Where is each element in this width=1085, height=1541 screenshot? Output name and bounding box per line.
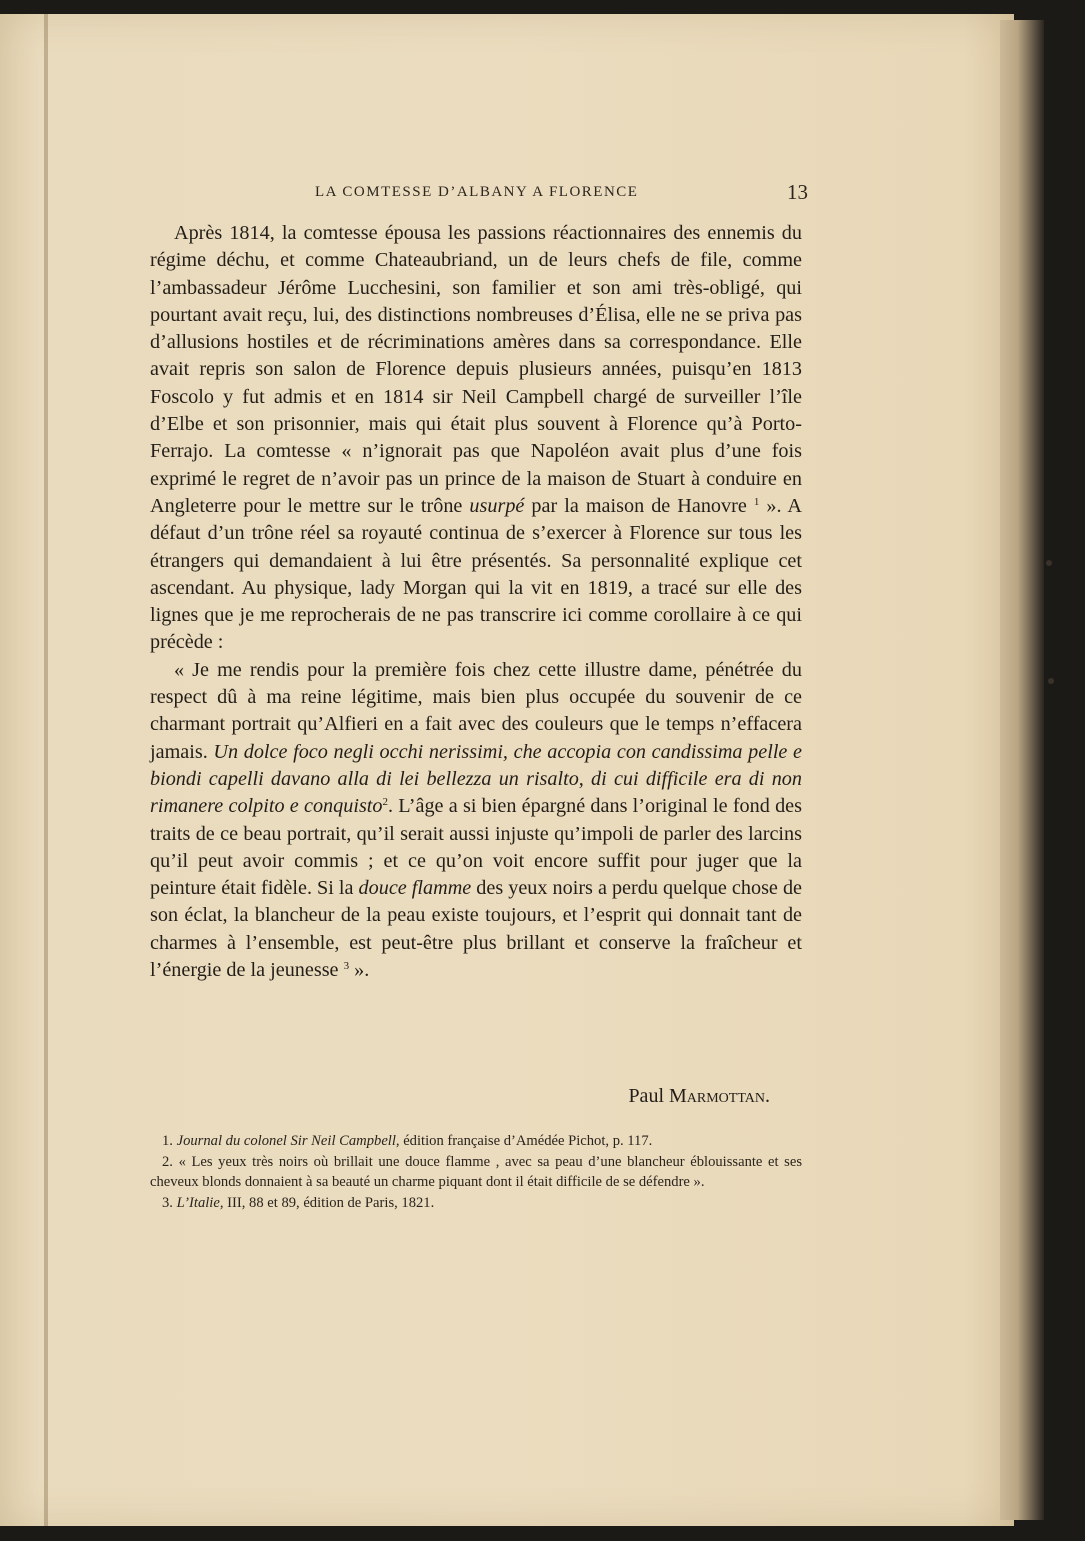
text-run: Après 1814, la comtesse épousa les passions réactionnaires des ennemis du régime déchu, et comme Chateaubriand, un de leurs chefs de file, comme l’ambassadeur Jérôme Lucchesini, son familier et son ami très-obligé, qui pourtant avait reçu, lui, des distinctions nombreuses d’Élisa, elle ne se priva pas d’allusions hostiles et de récriminations amères dans sa correspondance. Elle avait repris son salon de Florence depuis plusieurs années, puisqu’en 1813 Foscolo y fut admis et en 1814 sir Neil Campbell chargé de surveiller l’île d’Elbe et son prisonnier, mais qui était plus souvent à Florence qu’à Porto-Ferrajo. La comtesse « n’ignorait pas que Napoléon avait plus d’une fois exprimé le regret de n’avoir pas un prince de la maison de Stuart à conduire en Angleterre pour le mettre sur le trône: [150, 222, 802, 517]
signature-last-name: Marmottan.: [669, 1085, 770, 1107]
signature-first-name: Paul: [628, 1085, 664, 1107]
footnote-1: [150, 1131, 802, 1152]
footnote-text: , édition française d’Amédée Pichot, p. 117.: [395, 1133, 653, 1149]
main-text: [150, 220, 802, 984]
footnote-ref-3: 3: [343, 960, 350, 973]
footnote-ref-1: 1: [753, 495, 760, 508]
paragraph-2: [150, 657, 802, 985]
author-signature: [150, 1085, 770, 1115]
text-run: par la maison de Hanovre: [524, 494, 754, 517]
footnote-title: L’Italie: [176, 1194, 220, 1211]
text-run: « Je me rendis pour la première fois chez cette illustre dame, pénétrée du respect dû à ma reine légitime, mais bien plus occupée du souvenir de ce charmant portrait qu’Alfieri en a fait avec des couleurs que le temps n’effacera jamais.: [150, 658, 802, 763]
footnote-number: 2.: [162, 1153, 173, 1170]
page-number: 13: [787, 180, 808, 204]
footnote-number: 1.: [162, 1133, 173, 1149]
italic-run: douce flamme: [358, 877, 472, 900]
text-run: ». A défaut d’un trône réel sa royauté continua de s’exercer à Florence sur tous les étrangers qui demandaient à lui être présentés. Sa personnalité explique cet ascendant. Au physique, lady Morgan qui la vit en 1819, a tracé sur elle des lignes que je me reprocherais de ne pas transcrire ici comme corollaire à ce qui précède :: [150, 494, 803, 654]
running-title: LA COMTESSE D’ALBANY A FLORENCE: [315, 184, 639, 200]
footnotes: [150, 1131, 802, 1213]
footnote-title: Journal du colonel Sir Neil Campbell: [176, 1133, 396, 1149]
italic-quote: Un dolce foco negli occhi nerissimi, che accopia con candissima pelle e biondi capelli davano alla di lei bellezza un risalto, di cui difficile era di non rimanere colpito e conquisto: [150, 740, 802, 818]
footnote-3: [150, 1193, 802, 1214]
page-edge-shadow: [1000, 20, 1044, 1520]
text-run: . L’âge a si bien épargné dans l’original le fond des traits de ce beau portrait, qu’il serait aussi injuste qu’impoli de parler des larcins qu’il peut avoir commis ; et ce qu’on voit encore suffit pour juger que la peinture était fidèle. Si la: [150, 795, 802, 900]
footnote-text: , III, 88 et 89, édition de Paris, 1821.: [219, 1194, 435, 1211]
italic-run: usurpé: [469, 494, 525, 517]
page-header: [150, 180, 810, 206]
footnote-text: « Les yeux très noirs où brillait une douce flamme , avec sa peau d’une blancheur éblouissante et ses cheveux blonds donnaient à sa beauté un charme piquant dont il était difficile de se défendre ».: [150, 1153, 802, 1191]
footnote-number: 3.: [162, 1194, 173, 1211]
footnote-ref-2: 2: [382, 796, 389, 809]
text-run: des yeux noirs a perdu quelque chose de son éclat, la blancheur de la peau existe toujours, et l’esprit qui donnait tant de charmes à l’ensemble, est peut-être plus brillant et conserve la fraîcheur et l’énergie de la jeunesse: [150, 877, 802, 982]
footnote-2: [150, 1152, 802, 1193]
scan-speck: [1046, 560, 1052, 566]
paragraph-1: [150, 220, 802, 657]
text-run: ».: [349, 959, 370, 982]
scan-speck: [1048, 678, 1054, 684]
page-gutter: [44, 14, 48, 1526]
